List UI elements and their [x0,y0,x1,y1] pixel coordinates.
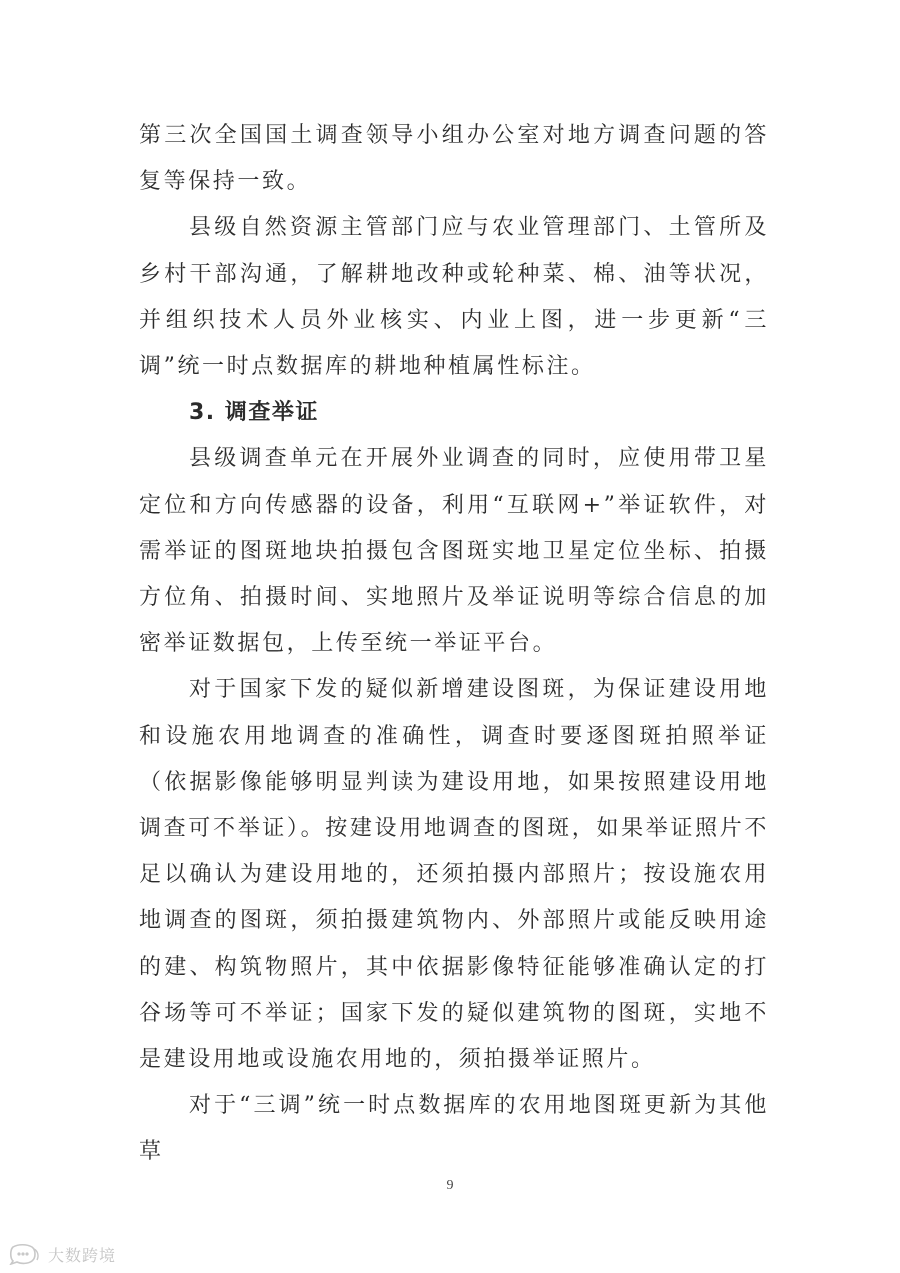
document-body [139,113,769,1176]
paragraph-continuation: 第三次全国国土调查领导小组办公室对地方调查问题的答复等保持一致。 [139,123,769,195]
paragraph-farmland-update: 县级自然资源主管部门应与农业管理部门、土管所及乡村干部沟通，了解耕地改种或轮种菜、棉、油等状况，并组织技术人员外业核实、内业上图，进一步更新“三调”统一时点数据库的耕地种植属性标注。 [139,215,769,380]
page-number: 9 [446,1178,454,1193]
speech-bubble-logo-icon [8,1243,42,1265]
paragraph-field-evidence: 县级调查单元在开展外业调查的同时，应使用带卫星定位和方向传感器的设备，利用“互联网+”举证软件，对需举证的图斑地块拍摄包含图斑实地卫星定位坐标、拍摄方位角、拍摄时间、实地照片及举证说明等综合信息的加密举证数据包，上传至统一举证平台。 [139,446,769,657]
watermark-text: 大数跨境 [48,1245,117,1265]
watermark [8,1241,116,1267]
paragraph-construction-evidence: 对于国家下发的疑似新增建设图斑，为保证建设用地和设施农用地调查的准确性，调查时要逐图斑拍照举证（依据影像能够明显判读为建设用地，如果按照建设用地调查可不举证）。按建设用地调查的图斑，如果举证照片不足以确认为建设用地的，还须拍摄内部照片；按设施农用地调查的图斑，须拍摄建筑物内、外部照片或能反映用途的建、构筑物照片，其中依据影像特征能够准确认定的打谷场等可不举证；国家下发的疑似建筑物的图斑，实地不是建设用地或设施农用地的，须拍摄举证照片。 [139,677,769,1073]
paragraph-agricultural-land: 对于“三调”统一时点数据库的农用地图斑更新为其他草 [139,1093,769,1165]
section-heading: 3. 调查举证 [189,400,319,426]
